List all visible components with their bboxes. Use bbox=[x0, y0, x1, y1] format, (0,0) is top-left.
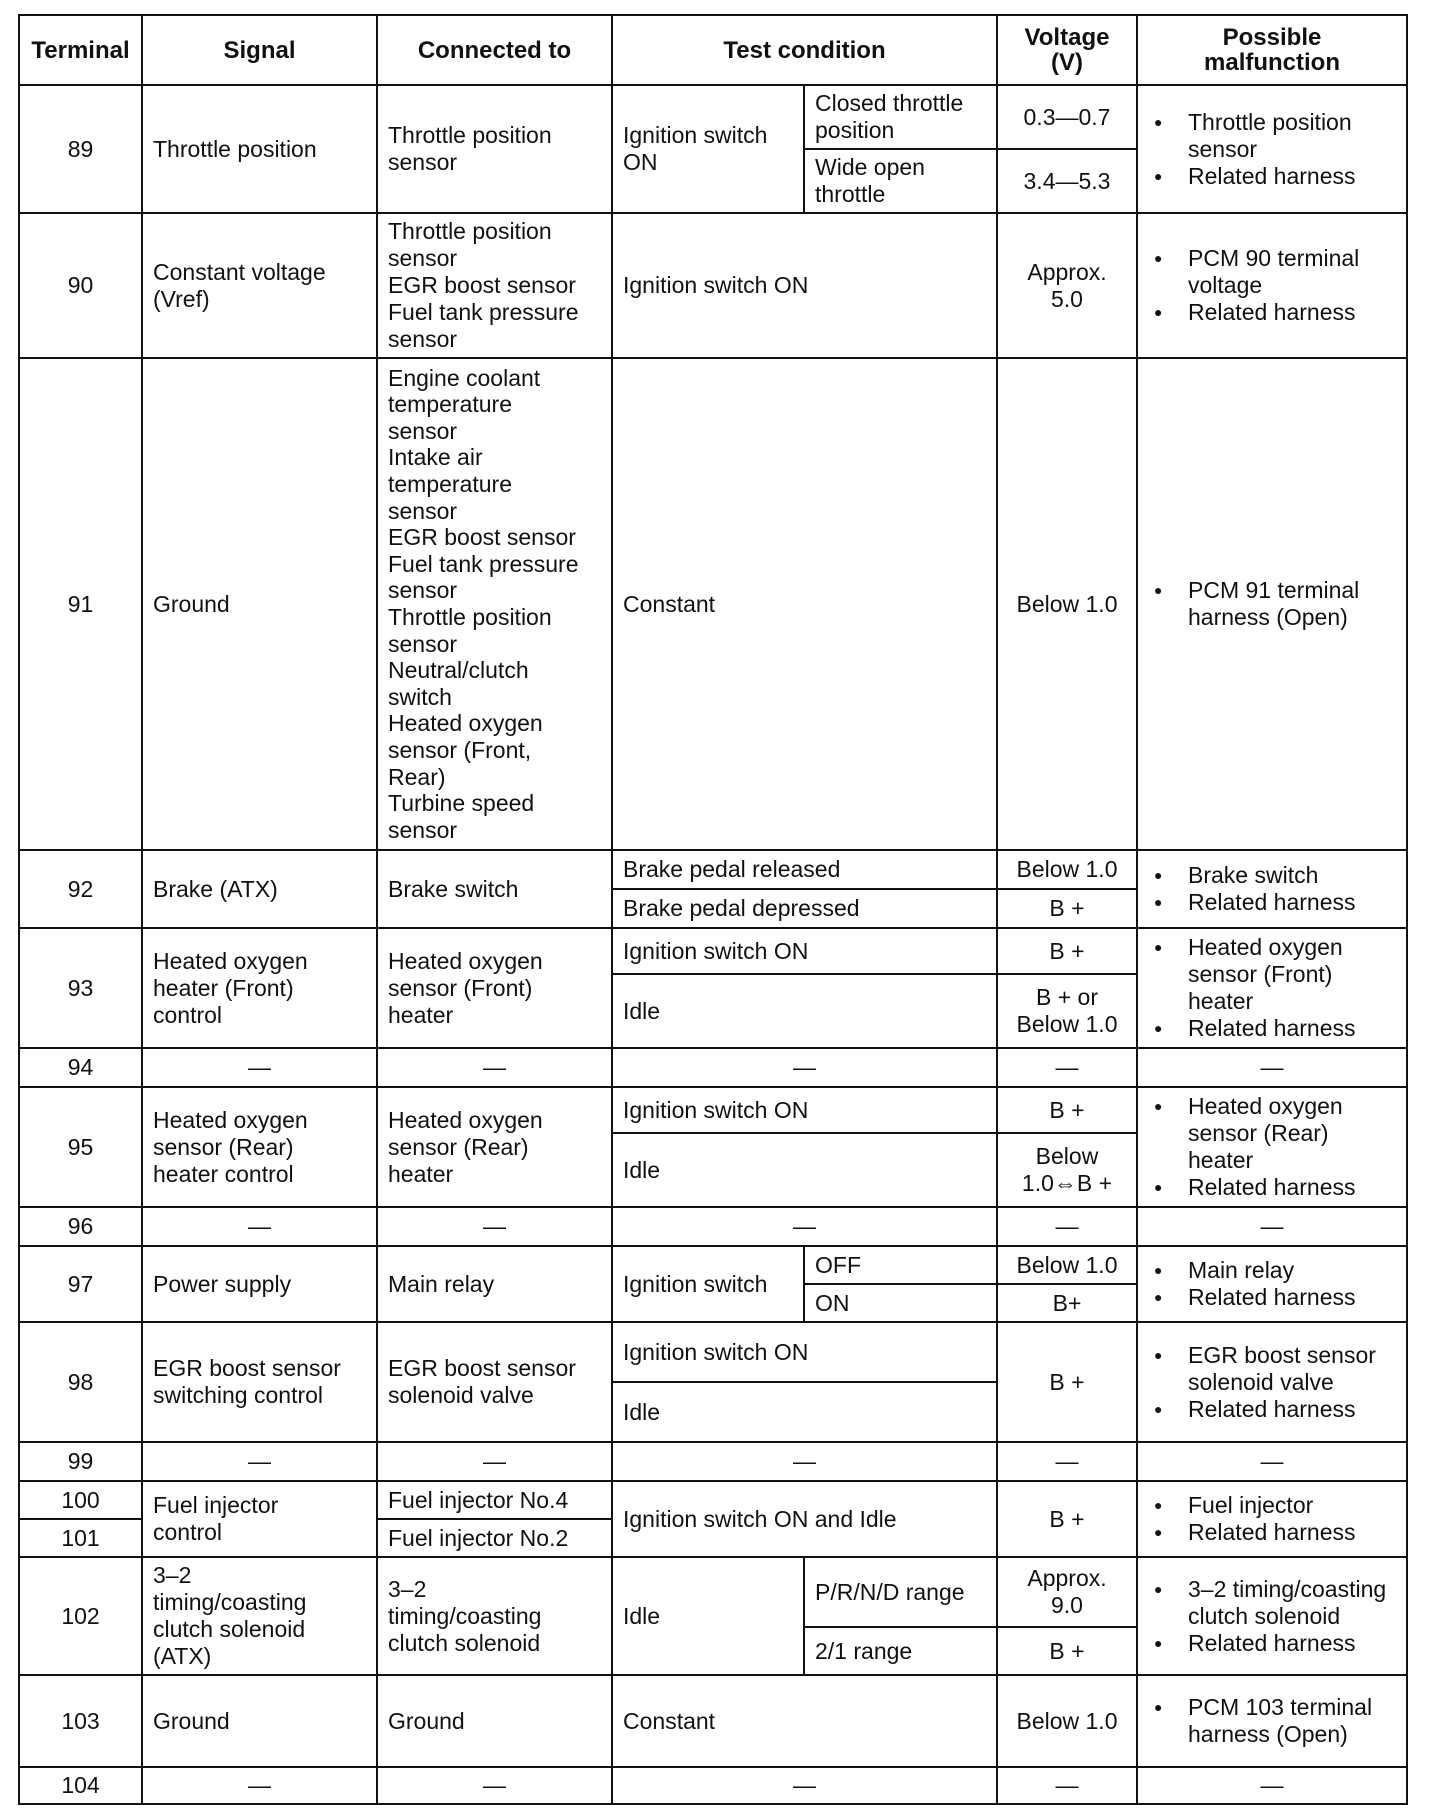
voltage-cell: B + bbox=[997, 889, 1137, 928]
signal-cell: Throttle position bbox=[142, 85, 377, 213]
voltage-cell: B + bbox=[997, 1087, 1137, 1133]
signal-cell: Ground bbox=[142, 358, 377, 850]
test-condition-cell: Ignition switch ON and Idle bbox=[612, 1481, 997, 1557]
terminal-number: 95 bbox=[19, 1087, 142, 1207]
signal-cell: Fuel injector control bbox=[142, 1481, 377, 1557]
table-row bbox=[19, 1087, 1407, 1133]
connected-to-cell: 3–2 timing/coasting clutch solenoid bbox=[377, 1557, 612, 1675]
malfunction-list bbox=[1148, 1093, 1396, 1201]
test-condition-cell: Ignition switch ON bbox=[612, 213, 997, 358]
test-condition-cell: Idle bbox=[612, 1133, 997, 1207]
empty-dash: — bbox=[997, 1207, 1137, 1246]
voltage-cell: Below 1.0 bbox=[997, 1675, 1137, 1767]
malfunction-item: ● Related harness bbox=[1148, 1396, 1396, 1423]
malfunction-list bbox=[1148, 1257, 1396, 1311]
empty-dash: — bbox=[612, 1048, 997, 1087]
table-row bbox=[19, 850, 1407, 889]
connected-to-cell: Ground bbox=[377, 1675, 612, 1767]
signal-cell: Heated oxygen heater (Front) control bbox=[142, 928, 377, 1048]
test-condition-cell: Idle bbox=[612, 1382, 997, 1442]
table-row bbox=[19, 1246, 1407, 1284]
test-condition-cell: Ignition switch ON bbox=[612, 1087, 997, 1133]
voltage-cell: Below 1.0 bbox=[997, 358, 1137, 850]
malfunction-list bbox=[1148, 245, 1396, 326]
malfunction-cell bbox=[1137, 928, 1407, 1048]
malfunction-item: ● Fuel injector bbox=[1148, 1492, 1396, 1519]
malfunction-list bbox=[1148, 862, 1396, 916]
connected-to-cell: Engine coolant temperature sensor Intake air temperature sensor EGR boost sensor Fuel tank pressure sensor Throttle position sensor Neutral/clutch switch Heated oxygen sensor (Front, Rear) Turbine speed sensor bbox=[377, 358, 612, 850]
malfunction-list bbox=[1148, 1694, 1396, 1748]
test-condition-cell: Constant bbox=[612, 1675, 997, 1767]
malfunction-list bbox=[1148, 577, 1396, 631]
test-subcondition-cell: P/R/N/D range bbox=[804, 1557, 997, 1627]
terminal-number: 97 bbox=[19, 1246, 142, 1322]
voltage-cell: B + bbox=[997, 1627, 1137, 1675]
malfunction-cell bbox=[1137, 1087, 1407, 1207]
empty-dash: — bbox=[377, 1048, 612, 1087]
malfunction-item: ● Related harness bbox=[1148, 299, 1396, 326]
empty-dash: — bbox=[612, 1767, 997, 1804]
header-test-condition: Test condition bbox=[612, 15, 997, 85]
test-condition-cell: Ignition switch ON bbox=[612, 1322, 997, 1382]
test-condition-cell: Ignition switch bbox=[612, 1246, 804, 1322]
empty-dash: — bbox=[1137, 1442, 1407, 1481]
test-condition-cell: Ignition switch ON bbox=[612, 85, 804, 213]
terminal-number: 104 bbox=[19, 1767, 142, 1804]
malfunction-item: ● Related harness bbox=[1148, 889, 1396, 916]
malfunction-item: ● Related harness bbox=[1148, 163, 1396, 190]
signal-cell: Power supply bbox=[142, 1246, 377, 1322]
pcm-terminal-table bbox=[18, 14, 1408, 1805]
malfunction-list bbox=[1148, 1492, 1396, 1546]
empty-dash: — bbox=[997, 1767, 1137, 1804]
voltage-cell: Below 1.0 bbox=[997, 850, 1137, 889]
signal-cell: EGR boost sensor switching control bbox=[142, 1322, 377, 1442]
terminal-number: 91 bbox=[19, 358, 142, 850]
header-voltage: Voltage (V) bbox=[997, 15, 1137, 85]
header-malfunction: Possible malfunction bbox=[1137, 15, 1407, 85]
voltage-cell: B + bbox=[997, 1322, 1137, 1442]
table-row bbox=[19, 358, 1407, 850]
signal-cell: Constant voltage (Vref) bbox=[142, 213, 377, 358]
malfunction-cell bbox=[1137, 1322, 1407, 1442]
malfunction-item: ● Related harness bbox=[1148, 1519, 1396, 1546]
connected-to-cell: Heated oxygen sensor (Front) heater bbox=[377, 928, 612, 1048]
malfunction-item: ● Related harness bbox=[1148, 1630, 1396, 1657]
malfunction-item: ● 3–2 timing/coasting clutch solenoid bbox=[1148, 1576, 1396, 1630]
empty-dash: — bbox=[612, 1442, 997, 1481]
malfunction-item: ● Related harness bbox=[1148, 1015, 1396, 1042]
malfunction-cell bbox=[1137, 1557, 1407, 1675]
signal-cell: Heated oxygen sensor (Rear) heater control bbox=[142, 1087, 377, 1207]
header-row bbox=[19, 15, 1407, 85]
voltage-cell: B+ bbox=[997, 1284, 1137, 1322]
malfunction-cell bbox=[1137, 850, 1407, 928]
empty-dash: — bbox=[142, 1442, 377, 1481]
empty-dash: — bbox=[377, 1767, 612, 1804]
malfunction-list bbox=[1148, 1576, 1396, 1657]
test-subcondition-cell: OFF bbox=[804, 1246, 997, 1284]
test-subcondition-cell: Closed throttle position bbox=[804, 85, 997, 149]
voltage-cell: Below 1.0⇔B + bbox=[997, 1133, 1137, 1207]
connected-to-cell: Throttle position sensor EGR boost sensor Fuel tank pressure sensor bbox=[377, 213, 612, 358]
malfunction-cell bbox=[1137, 358, 1407, 850]
terminal-number: 102 bbox=[19, 1557, 142, 1675]
test-subcondition-cell: ON bbox=[804, 1284, 997, 1322]
malfunction-item: ● Heated oxygen sensor (Rear) heater bbox=[1148, 1093, 1396, 1174]
table-row bbox=[19, 1048, 1407, 1087]
signal-cell: Brake (ATX) bbox=[142, 850, 377, 928]
empty-dash: — bbox=[997, 1442, 1137, 1481]
table-row bbox=[19, 1207, 1407, 1246]
empty-dash: — bbox=[1137, 1767, 1407, 1804]
terminal-number: 101 bbox=[19, 1519, 142, 1557]
test-condition-cell: Ignition switch ON bbox=[612, 928, 997, 974]
test-condition-cell: Idle bbox=[612, 974, 997, 1048]
connected-to-cell: Throttle position sensor bbox=[377, 85, 612, 213]
malfunction-item: ● Main relay bbox=[1148, 1257, 1396, 1284]
terminal-number: 92 bbox=[19, 850, 142, 928]
malfunction-list bbox=[1148, 109, 1396, 190]
signal-cell: Ground bbox=[142, 1675, 377, 1767]
malfunction-item: ● PCM 103 terminal harness (Open) bbox=[1148, 1694, 1396, 1748]
terminal-number: 93 bbox=[19, 928, 142, 1048]
connected-to-cell: Brake switch bbox=[377, 850, 612, 928]
pcm-terminal-table-page bbox=[18, 14, 1406, 1805]
malfunction-item: ● Throttle position sensor bbox=[1148, 109, 1396, 163]
empty-dash: — bbox=[1137, 1207, 1407, 1246]
malfunction-item: ● Heated oxygen sensor (Front) heater bbox=[1148, 934, 1396, 1015]
malfunction-item: ● PCM 90 terminal voltage bbox=[1148, 245, 1396, 299]
signal-cell: 3–2 timing/coasting clutch solenoid (ATX) bbox=[142, 1557, 377, 1675]
table-row bbox=[19, 85, 1407, 149]
terminal-number: 99 bbox=[19, 1442, 142, 1481]
malfunction-cell bbox=[1137, 1481, 1407, 1557]
empty-dash: — bbox=[142, 1048, 377, 1087]
terminal-number: 90 bbox=[19, 213, 142, 358]
empty-dash: — bbox=[612, 1207, 997, 1246]
table-row bbox=[19, 1767, 1407, 1804]
terminal-number: 100 bbox=[19, 1481, 142, 1519]
malfunction-cell bbox=[1137, 213, 1407, 358]
header-signal: Signal bbox=[142, 15, 377, 85]
empty-dash: — bbox=[997, 1048, 1137, 1087]
malfunction-cell bbox=[1137, 85, 1407, 213]
table-row bbox=[19, 213, 1407, 358]
voltage-cell: Approx. 9.0 bbox=[997, 1557, 1137, 1627]
empty-dash: — bbox=[377, 1207, 612, 1246]
connected-to-cell: Fuel injector No.4 bbox=[377, 1481, 612, 1519]
table-row bbox=[19, 1442, 1407, 1481]
terminal-number: 89 bbox=[19, 85, 142, 213]
voltage-cell: Approx. 5.0 bbox=[997, 213, 1137, 358]
malfunction-cell bbox=[1137, 1675, 1407, 1767]
terminal-number: 98 bbox=[19, 1322, 142, 1442]
table-row bbox=[19, 1675, 1407, 1767]
malfunction-item: ● Related harness bbox=[1148, 1174, 1396, 1201]
voltage-cell: 3.4—5.3 bbox=[997, 149, 1137, 213]
test-condition-cell: Brake pedal depressed bbox=[612, 889, 997, 928]
terminal-number: 94 bbox=[19, 1048, 142, 1087]
empty-dash: — bbox=[377, 1442, 612, 1481]
malfunction-list bbox=[1148, 1342, 1396, 1423]
connected-to-cell: Fuel injector No.2 bbox=[377, 1519, 612, 1557]
malfunction-item: ● Related harness bbox=[1148, 1284, 1396, 1311]
test-subcondition-cell: Wide open throttle bbox=[804, 149, 997, 213]
voltage-cell: B + bbox=[997, 1481, 1137, 1557]
test-condition-cell: Idle bbox=[612, 1557, 804, 1675]
malfunction-cell bbox=[1137, 1246, 1407, 1322]
header-terminal: Terminal bbox=[19, 15, 142, 85]
test-condition-cell: Brake pedal released bbox=[612, 850, 997, 889]
malfunction-item: ● PCM 91 terminal harness (Open) bbox=[1148, 577, 1396, 631]
connected-to-cell: EGR boost sensor solenoid valve bbox=[377, 1322, 612, 1442]
test-subcondition-cell: 2/1 range bbox=[804, 1627, 997, 1675]
voltage-cell: 0.3—0.7 bbox=[997, 85, 1137, 149]
malfunction-list bbox=[1148, 934, 1396, 1042]
empty-dash: — bbox=[142, 1207, 377, 1246]
table-row bbox=[19, 1481, 1407, 1519]
malfunction-item: ● EGR boost sensor solenoid valve bbox=[1148, 1342, 1396, 1396]
table-row bbox=[19, 1322, 1407, 1382]
connected-to-cell: Heated oxygen sensor (Rear) heater bbox=[377, 1087, 612, 1207]
connected-to-cell: Main relay bbox=[377, 1246, 612, 1322]
voltage-cell: Below 1.0 bbox=[997, 1246, 1137, 1284]
voltage-cell: B + or Below 1.0 bbox=[997, 974, 1137, 1048]
test-condition-cell: Constant bbox=[612, 358, 997, 850]
empty-dash: — bbox=[1137, 1048, 1407, 1087]
header-connected-to: Connected to bbox=[377, 15, 612, 85]
table-row bbox=[19, 1557, 1407, 1627]
malfunction-item: ● Brake switch bbox=[1148, 862, 1396, 889]
empty-dash: — bbox=[142, 1767, 377, 1804]
voltage-cell: B + bbox=[997, 928, 1137, 974]
terminal-number: 103 bbox=[19, 1675, 142, 1767]
terminal-number: 96 bbox=[19, 1207, 142, 1246]
table-row bbox=[19, 928, 1407, 974]
